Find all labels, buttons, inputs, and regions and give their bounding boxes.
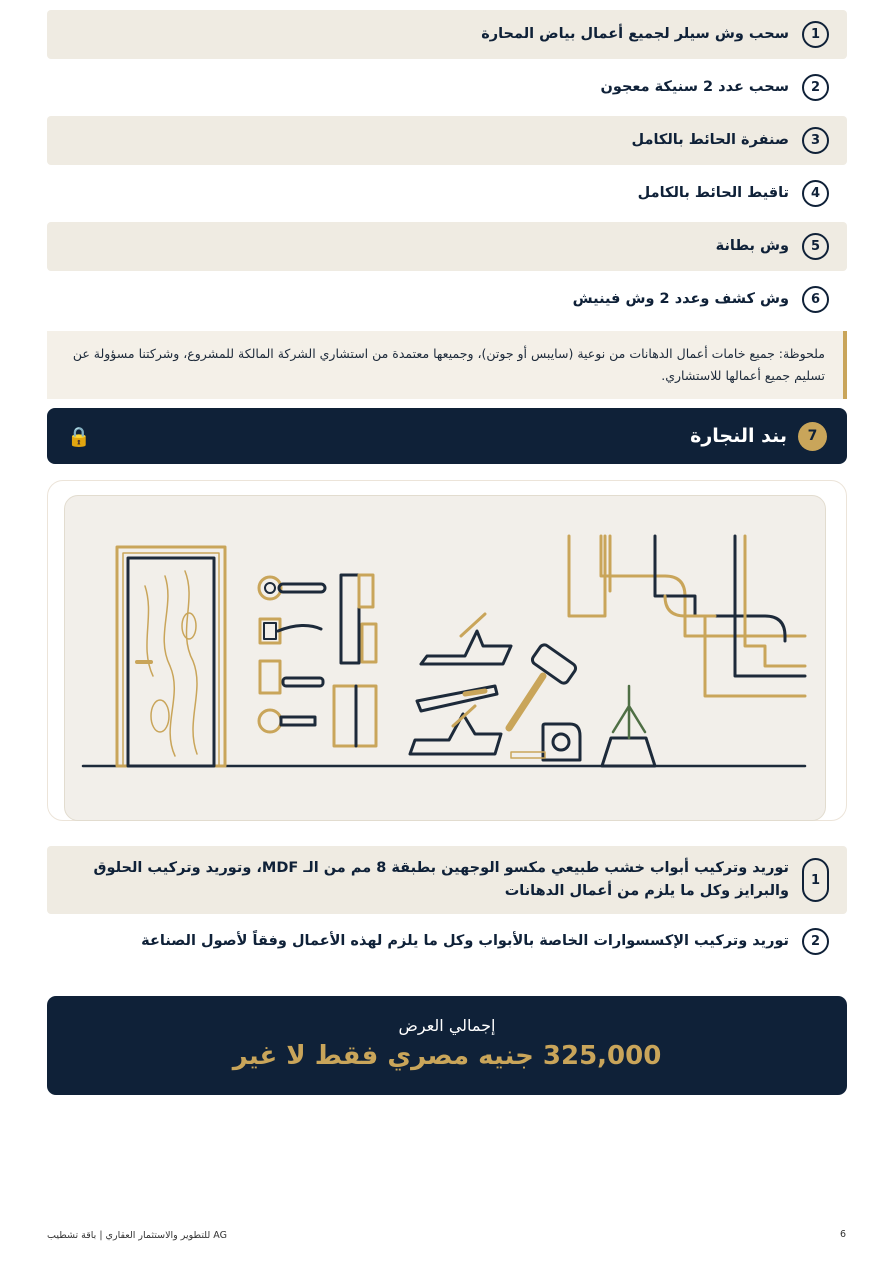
item-number: 6 (802, 286, 829, 313)
painting-item-3 (47, 116, 847, 165)
item-text: توريد وتركيب الإكسسوارات الخاصة بالأبواب وكل ما يلزم لهذه الأعمال وفقاً لأصول الصناعة (141, 932, 789, 949)
item-text: صنفرة الحائط بالكامل (631, 132, 789, 148)
item-number: 2 (802, 928, 829, 955)
carpenter-square-icon (602, 686, 655, 766)
section-title: بند النجارة (690, 425, 787, 447)
item-text: توريد وتركيب أبواب خشب طبيعي مكسو الوجهين بطبقة 8 مم من الـ MDF، وتوريد وتركيب الحلوق والبرايز وكل ما يلزم من أعمال الدهانات (93, 860, 789, 899)
item-number: 1 (802, 21, 829, 48)
carpentry-tools-illustration (65, 496, 825, 820)
footer-text: AG للتطوير والاستثمار العقاري | باقة تشطيب (47, 1230, 227, 1241)
materials-note: ملحوظة: جميع خامات أعمال الدهانات من نوعية (سايبس أو جوتن)، وجميعها معتمدة من استشاري الشركة المالكة للمشروع، وشركتنا مسؤولة عن تسليم جميع أعمالها للاستشاري. (47, 331, 847, 399)
hinges-icon (334, 575, 376, 746)
item-number: 4 (802, 180, 829, 207)
item-number: 3 (802, 127, 829, 154)
painting-item-1 (47, 10, 847, 59)
tape-measure-icon (511, 724, 580, 760)
carpentry-illustration (64, 495, 826, 821)
item-number: 5 (802, 233, 829, 260)
painting-item-6 (47, 275, 847, 324)
carpentry-item-2 (47, 918, 847, 964)
carpentry-illustration-frame (47, 480, 847, 821)
hand-plane-icon (410, 614, 511, 754)
painting-item-2 (47, 63, 847, 112)
total-label: إجمالي العرض (398, 1016, 496, 1035)
painting-item-5 (47, 222, 847, 271)
carpentry-item-1 (47, 846, 847, 914)
pipes-icon (569, 536, 805, 696)
section-header-carpentry (47, 408, 847, 464)
page-number: 6 (840, 1229, 847, 1240)
item-number: 2 (802, 74, 829, 101)
door-handles-icon (259, 577, 325, 732)
item-text: سحب وش سيلر لجميع أعمال بياض المحارة (481, 26, 789, 42)
item-text: تاقيط الحائط بالكامل (637, 185, 789, 201)
item-text: وش بطانة (715, 238, 789, 254)
mallet-icon (509, 643, 578, 728)
total-value: 325,000 جنيه مصري فقط لا غير (232, 1041, 662, 1071)
item-text: سحب عدد 2 سنيكة معجون (600, 79, 789, 95)
door-icon (117, 547, 225, 766)
section-number: 7 (798, 422, 827, 451)
item-number: 1 (802, 858, 829, 902)
lock-icon: 🔒 (67, 425, 91, 448)
item-text: وش كشف وعدد 2 وش فينيش (572, 291, 789, 307)
painting-item-4 (47, 169, 847, 218)
offer-total-box (47, 996, 847, 1095)
